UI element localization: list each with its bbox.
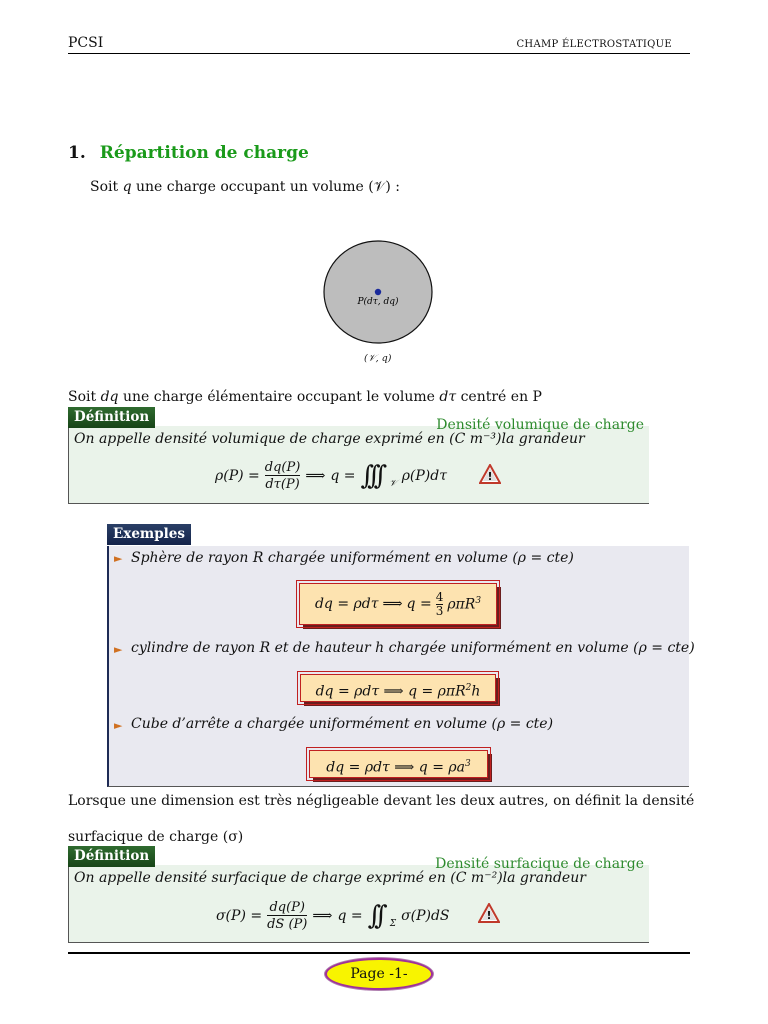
svg-text:!: ! — [487, 470, 493, 483]
figure-caption: (𝒱, q) — [364, 353, 392, 364]
examples-tag: Exemples — [107, 524, 191, 545]
intro-var: q — [122, 179, 132, 195]
definition-tag: Définition — [68, 407, 155, 428]
intro-text — [90, 179, 400, 195]
header-left: PCSI — [68, 35, 104, 51]
definition-topic: Densité volumique de charge — [436, 417, 644, 433]
section-title — [68, 143, 309, 163]
elem-var1: dq — [100, 389, 119, 405]
intro-pre: Soit — [90, 179, 123, 195]
formula-box-2: dq = ρdτ ⟹ q = ρπR$^2$h — [300, 674, 496, 702]
formula-box-3: dq = ρdτ ⟹ $q = \rho a^3$ — [309, 750, 488, 778]
example-item-3: Cube d’arrête a chargée uniformément en volume (ρ = cte) — [131, 716, 554, 732]
elem-mid: une charge élémentaire occupant le volume — [118, 389, 440, 405]
footer-divider — [68, 952, 690, 954]
warning-icon — [478, 903, 500, 923]
definition-text: On appelle densité volumique de charge exprimé en (C m⁻³)la grandeur — [74, 431, 585, 447]
bullet-arrow-icon: ► — [114, 552, 123, 565]
section-number: 1. — [68, 143, 86, 163]
intro-post: une charge occupant un volume (𝒱) : — [131, 179, 400, 195]
elem-var2: dτ — [439, 389, 457, 405]
definition-text: On appelle densité surfacique de charge exprimé en (C m⁻²)la grandeur — [74, 870, 586, 886]
section-title-text: Répartition de charge — [99, 143, 309, 163]
definition-formula-surface: σ(P) = $\frac{dq(P)}{dS (P)}$ ⟹ q = ∫∫ Σ σ(P)dS — [216, 900, 450, 932]
definition-topic: Densité surfacique de charge — [435, 856, 644, 872]
point-label: P(dτ, dq) — [357, 297, 399, 307]
paragraph-line-2: surfacique de charge (σ) — [68, 829, 244, 845]
formula-box-1: dq = ρdτ ⟹ q = $\frac{4}{3}$ ρπR$^3$ — [299, 583, 497, 625]
warning-icon — [479, 464, 501, 484]
header-right: CHAMP ÉLECTROSTATIQUE — [516, 39, 672, 50]
bullet-arrow-icon: ► — [114, 643, 123, 656]
volume-figure — [318, 236, 438, 348]
page-number: Page -1- — [325, 958, 433, 990]
elem-pre: Soit — [68, 389, 101, 405]
definition-tag: Définition — [68, 846, 155, 867]
element-text — [68, 389, 542, 405]
definition-formula: ρ(P) = $\frac{dq(P)}{d\tau(P)}$ ⟹ q = ∫∫∫ 𝒱 ρ(P)dτ — [215, 460, 447, 492]
svg-text:!: ! — [486, 909, 492, 922]
example-item-1: Sphère de rayon R chargée uniformément en volume (ρ = cte) — [131, 550, 574, 566]
bullet-arrow-icon: ► — [114, 719, 123, 732]
elem-post: centré en P — [456, 389, 542, 405]
paragraph-line-1: Lorsque une dimension est très négligeable devant les deux autres, on définit la densité — [68, 793, 695, 809]
example-item-2: cylindre de rayon R et de hauteur h chargée uniformément en volume (ρ = cte) — [131, 640, 695, 656]
header-divider — [68, 53, 690, 54]
point-P — [375, 289, 381, 295]
